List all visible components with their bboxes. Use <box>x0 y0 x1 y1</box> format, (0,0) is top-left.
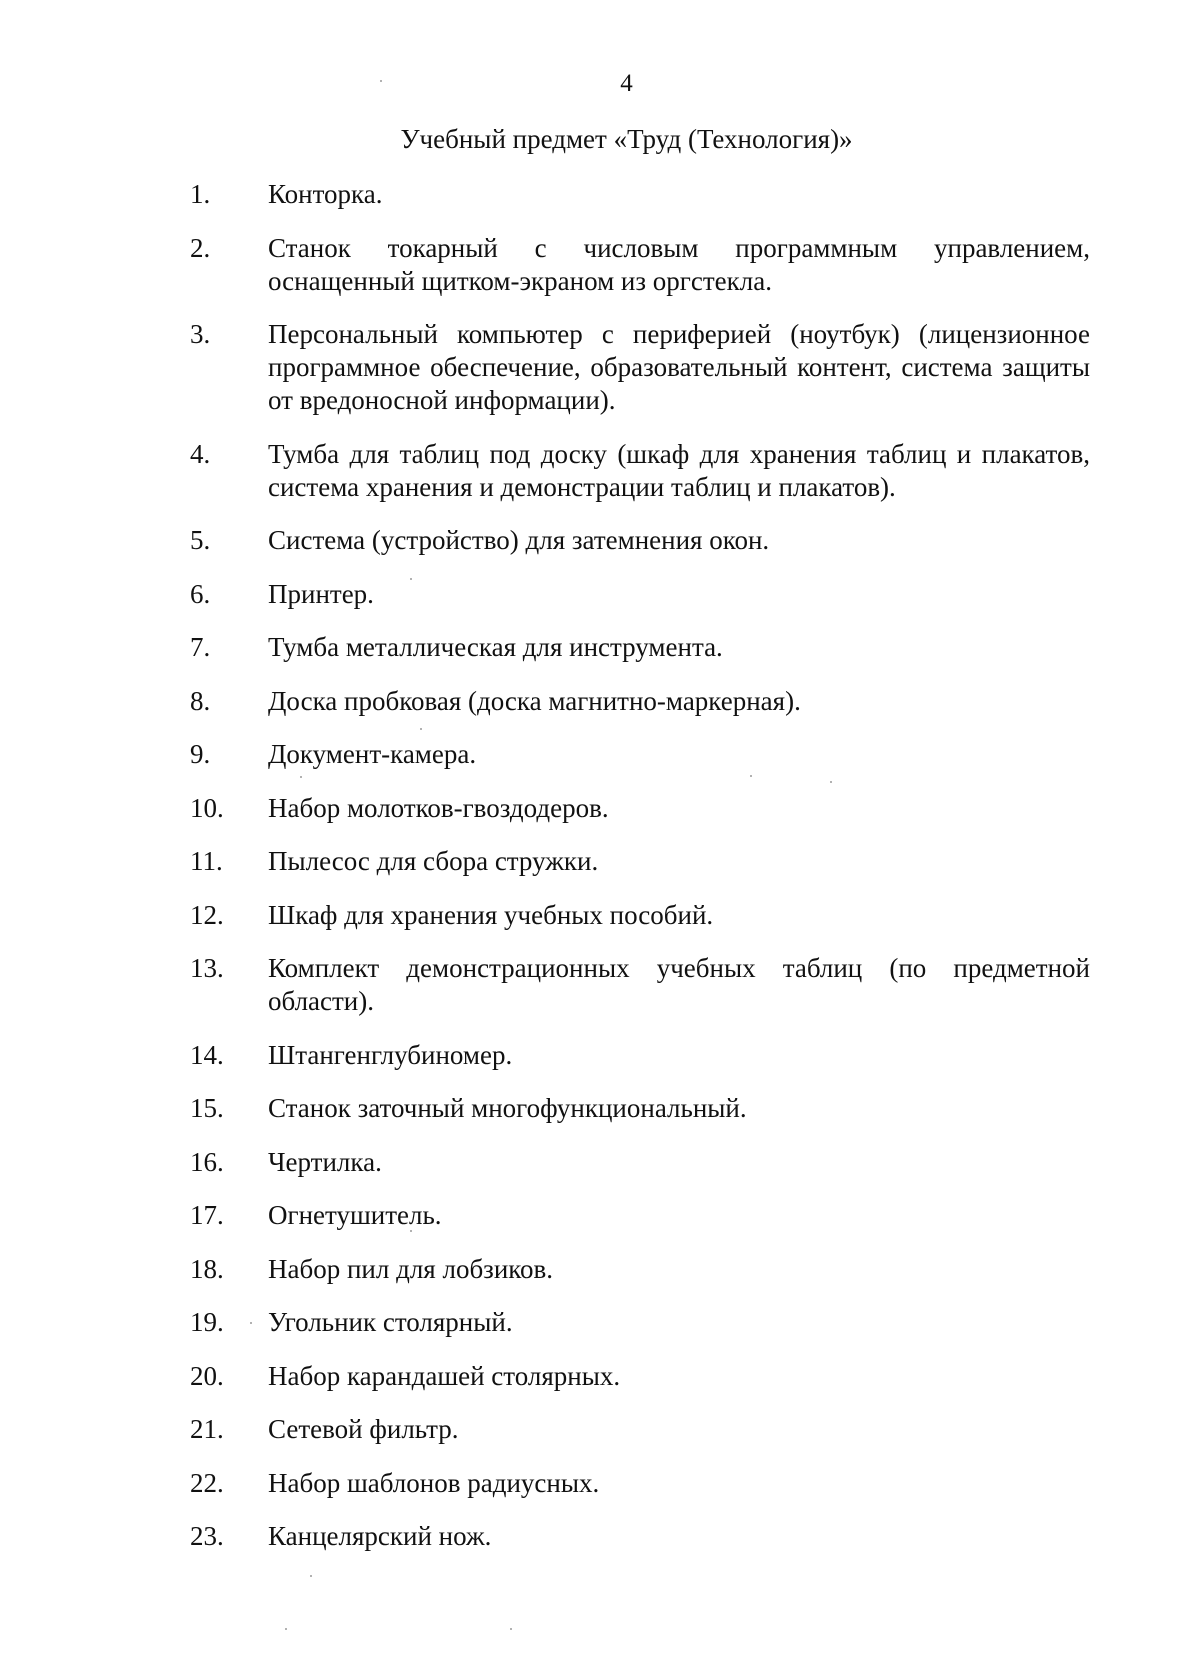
list-item <box>190 1413 1090 1446</box>
list-item-number: 5. <box>190 525 211 555</box>
scan-speck <box>380 80 382 82</box>
list-item <box>190 318 1090 417</box>
list-item-number: 10. <box>190 792 224 823</box>
list-item-number: 21. <box>190 1414 224 1444</box>
list-item-text: Доска пробковая (доска магнитно-маркерная). <box>268 685 801 716</box>
list-item-number: 7. <box>190 632 211 662</box>
list-item <box>190 845 1090 878</box>
list-item-number: 23. <box>190 1521 224 1551</box>
scan-speck <box>410 578 412 580</box>
list-item <box>190 952 1090 1018</box>
list-item-text: Комплект демонстрационных учебных таблиц (по предметной области). <box>268 953 1090 1016</box>
scan-speck <box>830 781 832 783</box>
list-item-text: Тумба металлическая для инструмента. <box>268 632 723 662</box>
list-item-text: Тумба для таблиц под доску (шкаф для хранения таблиц и плакатов, система хранения и демонстрации таблиц и плакатов). <box>268 438 1090 502</box>
list-item <box>190 792 1090 825</box>
scan-speck <box>300 776 302 778</box>
list-item-number: 20. <box>190 1360 224 1391</box>
list-item-text: Станок заточный многофункциональный. <box>268 1093 747 1123</box>
list-item <box>190 685 1090 718</box>
list-item-number: 6. <box>190 578 211 609</box>
scan-speck <box>510 1628 512 1630</box>
list-item <box>190 524 1090 557</box>
list-item-text: Станок токарный с числовым программным управлением, оснащенный щитком-экраном из оргстекла. <box>268 232 1090 296</box>
list-item <box>190 1092 1090 1125</box>
list-item-number: 8. <box>190 685 211 716</box>
list-item-number: 22. <box>190 1467 224 1498</box>
list-item <box>190 1253 1090 1286</box>
scan-speck <box>310 1575 312 1577</box>
list-item <box>190 1199 1090 1232</box>
list-item-number: 14. <box>190 1039 224 1070</box>
list-item-number: 18. <box>190 1253 224 1284</box>
list-item-number: 15. <box>190 1093 224 1123</box>
list-item-text: Набор пил для лобзиков. <box>268 1253 554 1284</box>
list-item-number: 9. <box>190 739 211 769</box>
list-item <box>190 232 1090 298</box>
list-item-text: Пылесос для сбора стружки. <box>268 846 599 876</box>
list-item <box>190 1467 1090 1500</box>
scan-speck <box>250 1322 252 1324</box>
list-item <box>190 631 1090 664</box>
list-item-text: Документ-камера. <box>268 739 477 769</box>
list-item <box>190 1306 1090 1339</box>
list-item <box>190 1039 1090 1072</box>
list-item-number: 11. <box>190 846 223 876</box>
list-item-text: Конторка. <box>268 179 383 209</box>
list-item-number: 3. <box>190 319 211 349</box>
list-item-text: Набор карандашей столярных. <box>268 1360 621 1391</box>
list-item-number: 12. <box>190 899 224 930</box>
list-item-text: Система (устройство) для затемнения окон. <box>268 525 770 555</box>
list-item <box>190 1146 1090 1179</box>
scan-speck <box>410 1230 412 1232</box>
list-item <box>190 1360 1090 1393</box>
list-item-text: Шкаф для хранения учебных пособий. <box>268 899 714 930</box>
list-item-text: Угольник столярный. <box>268 1307 513 1337</box>
list-item-number: 19. <box>190 1307 224 1337</box>
scan-speck <box>285 1628 287 1630</box>
page-number: 4 <box>620 70 633 97</box>
list-item <box>190 1520 1090 1553</box>
list-item-text: Набор шаблонов радиусных. <box>268 1467 600 1498</box>
list-item <box>190 899 1090 932</box>
list-item-text: Персональный компьютер с периферией (ноутбук) (лицензионное программное обеспечение, образовательный контент, система защиты от вредоносной информации). <box>268 319 1090 415</box>
equipment-list <box>190 178 1090 1574</box>
list-item-text: Штангенглубиномер. <box>268 1039 513 1070</box>
list-item <box>190 178 1090 211</box>
list-item-number: 17. <box>190 1200 224 1230</box>
list-item-number: 2. <box>190 232 211 263</box>
list-item-number: 16. <box>190 1146 224 1177</box>
scan-speck <box>750 775 752 777</box>
list-item-text: Огнетушитель. <box>268 1200 442 1230</box>
list-item-text: Набор молотков-гвоздодеров. <box>268 792 609 823</box>
list-item-text: Чертилка. <box>268 1146 382 1177</box>
page-title: Учебный предмет «Труд (Технология)» <box>400 124 853 154</box>
list-item <box>190 578 1090 611</box>
list-item <box>190 738 1090 771</box>
list-item-text: Принтер. <box>268 578 374 609</box>
list-item-text: Сетевой фильтр. <box>268 1414 459 1444</box>
list-item-number: 13. <box>190 953 224 983</box>
list-item-number: 4. <box>190 438 211 469</box>
list-item-text: Канцелярский нож. <box>268 1521 492 1551</box>
list-item-number: 1. <box>190 179 211 209</box>
list-item <box>190 438 1090 504</box>
scan-speck <box>420 728 422 730</box>
